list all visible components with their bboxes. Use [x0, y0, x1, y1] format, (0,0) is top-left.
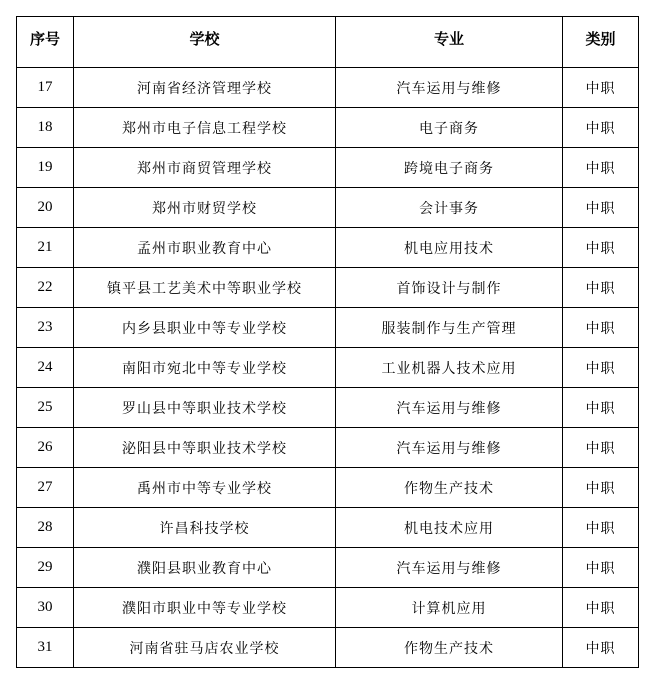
- cell-type: 中职: [563, 548, 639, 588]
- cell-major: 计算机应用: [336, 588, 563, 628]
- cell-no: 31: [17, 628, 74, 668]
- cell-no: 20: [17, 188, 74, 228]
- table-row: [17, 268, 639, 308]
- table-row: [17, 188, 639, 228]
- cell-no: 23: [17, 308, 74, 348]
- cell-school: 河南省驻马店农业学校: [74, 628, 336, 668]
- cell-no: 17: [17, 68, 74, 108]
- cell-major: 汽车运用与维修: [336, 388, 563, 428]
- cell-major: 汽车运用与维修: [336, 548, 563, 588]
- cell-school: 郑州市电子信息工程学校: [74, 108, 336, 148]
- header-school: 学校: [74, 17, 336, 68]
- cell-major: 跨境电子商务: [336, 148, 563, 188]
- cell-no: 22: [17, 268, 74, 308]
- cell-type: 中职: [563, 188, 639, 228]
- cell-school: 郑州市商贸管理学校: [74, 148, 336, 188]
- cell-school: 镇平县工艺美术中等职业学校: [74, 268, 336, 308]
- cell-type: 中职: [563, 108, 639, 148]
- cell-major: 电子商务: [336, 108, 563, 148]
- table-row: [17, 508, 639, 548]
- cell-school: 禹州市中等专业学校: [74, 468, 336, 508]
- cell-school: 郑州市财贸学校: [74, 188, 336, 228]
- cell-major: 汽车运用与维修: [336, 428, 563, 468]
- cell-major: 作物生产技术: [336, 468, 563, 508]
- cell-type: 中职: [563, 508, 639, 548]
- cell-school: 罗山县中等职业技术学校: [74, 388, 336, 428]
- cell-no: 21: [17, 228, 74, 268]
- header-row: [17, 17, 639, 68]
- cell-no: 29: [17, 548, 74, 588]
- cell-school: 泌阳县中等职业技术学校: [74, 428, 336, 468]
- cell-major: 机电技术应用: [336, 508, 563, 548]
- cell-major: 服装制作与生产管理: [336, 308, 563, 348]
- header-no: 序号: [17, 17, 74, 68]
- cell-major: 工业机器人技术应用: [336, 348, 563, 388]
- cell-major: 作物生产技术: [336, 628, 563, 668]
- school-list-table: [16, 16, 639, 668]
- table-row: [17, 628, 639, 668]
- cell-type: 中职: [563, 428, 639, 468]
- cell-school: 濮阳市职业中等专业学校: [74, 588, 336, 628]
- table-row: [17, 308, 639, 348]
- table-row: [17, 468, 639, 508]
- cell-type: 中职: [563, 68, 639, 108]
- cell-school: 内乡县职业中等专业学校: [74, 308, 336, 348]
- cell-type: 中职: [563, 268, 639, 308]
- header-major: 专业: [336, 17, 563, 68]
- cell-type: 中职: [563, 628, 639, 668]
- cell-type: 中职: [563, 348, 639, 388]
- cell-type: 中职: [563, 308, 639, 348]
- cell-no: 18: [17, 108, 74, 148]
- table-row: [17, 348, 639, 388]
- cell-no: 27: [17, 468, 74, 508]
- cell-type: 中职: [563, 228, 639, 268]
- cell-no: 30: [17, 588, 74, 628]
- table-row: [17, 108, 639, 148]
- cell-school: 南阳市宛北中等专业学校: [74, 348, 336, 388]
- cell-type: 中职: [563, 148, 639, 188]
- cell-no: 24: [17, 348, 74, 388]
- cell-major: 汽车运用与维修: [336, 68, 563, 108]
- table-row: [17, 588, 639, 628]
- cell-school: 许昌科技学校: [74, 508, 336, 548]
- cell-major: 会计事务: [336, 188, 563, 228]
- cell-type: 中职: [563, 388, 639, 428]
- cell-no: 28: [17, 508, 74, 548]
- cell-school: 孟州市职业教育中心: [74, 228, 336, 268]
- cell-school: 濮阳县职业教育中心: [74, 548, 336, 588]
- table-body: [17, 68, 639, 668]
- table-row: [17, 548, 639, 588]
- cell-type: 中职: [563, 588, 639, 628]
- header-type: 类别: [563, 17, 639, 68]
- table-row: [17, 228, 639, 268]
- cell-no: 26: [17, 428, 74, 468]
- cell-no: 25: [17, 388, 74, 428]
- table-row: [17, 428, 639, 468]
- cell-type: 中职: [563, 468, 639, 508]
- cell-school: 河南省经济管理学校: [74, 68, 336, 108]
- table-row: [17, 68, 639, 108]
- table-row: [17, 388, 639, 428]
- cell-major: 首饰设计与制作: [336, 268, 563, 308]
- table-header: [17, 17, 639, 68]
- cell-major: 机电应用技术: [336, 228, 563, 268]
- cell-no: 19: [17, 148, 74, 188]
- table-row: [17, 148, 639, 188]
